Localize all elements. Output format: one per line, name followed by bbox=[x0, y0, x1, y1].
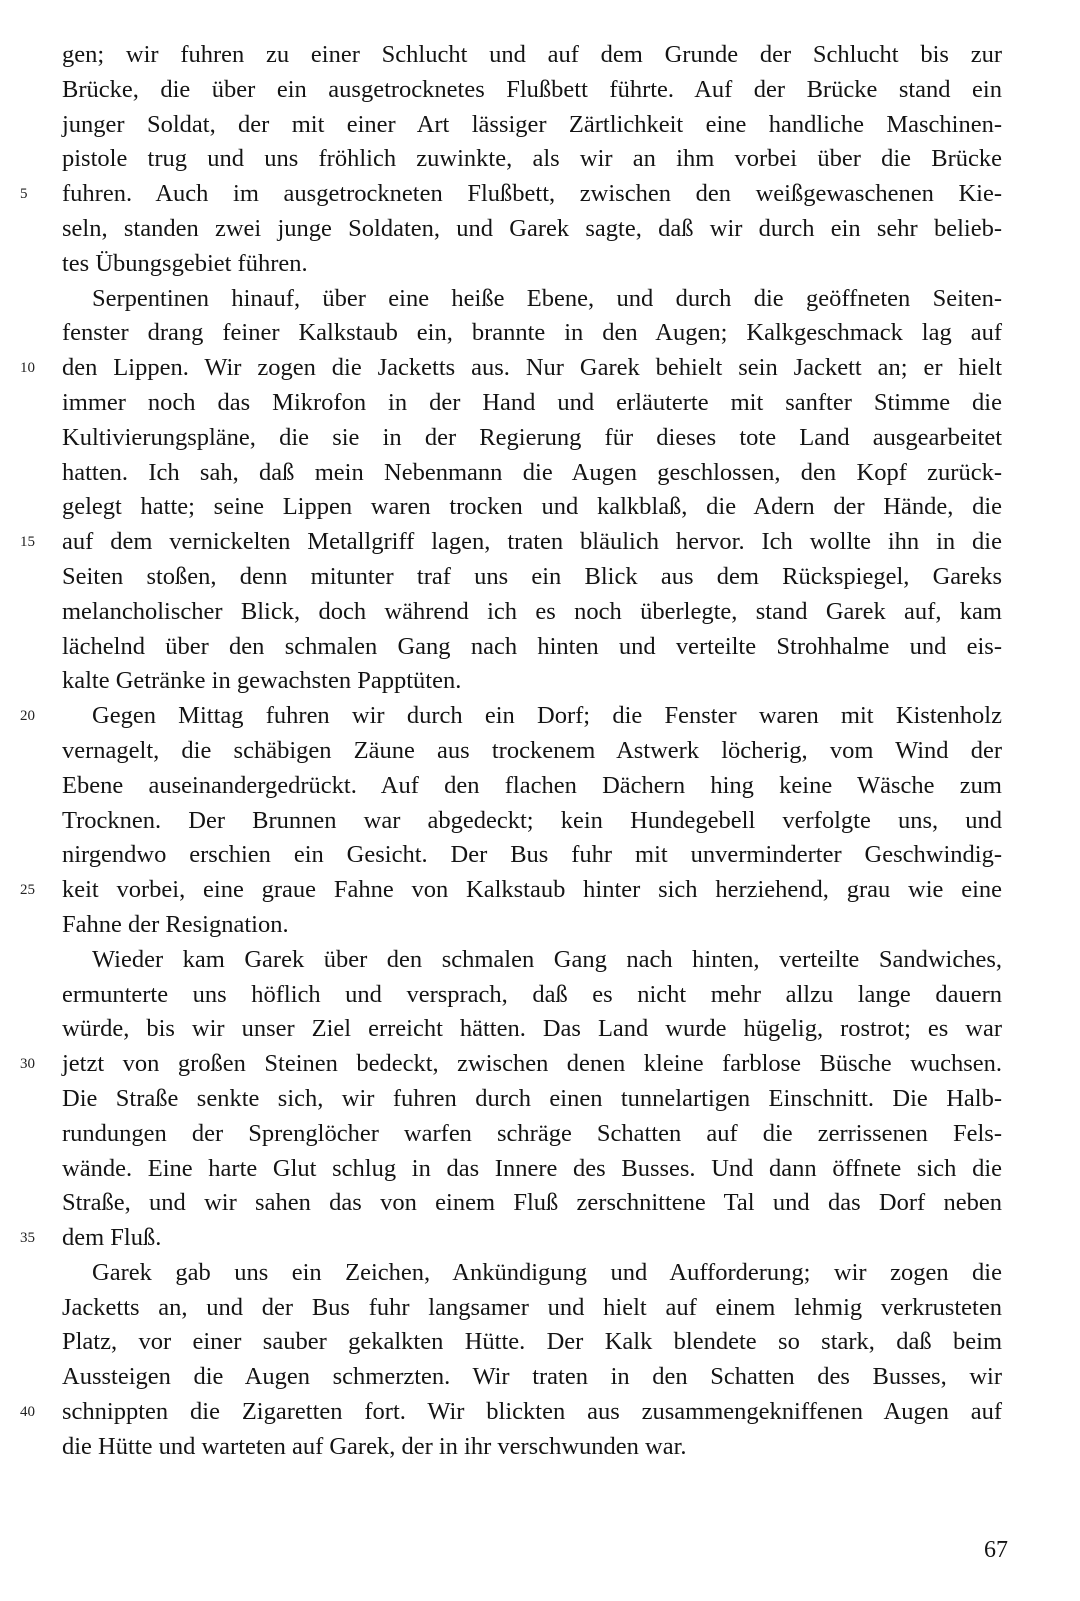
line-text: auf dem vernickelten Metallgriff lagen, traten bläulich hervor. Ich wollte ihn in die bbox=[62, 528, 1002, 556]
line-text: Wieder kam Garek über den schmalen Gang nach hinten, verteilte Sandwiches, bbox=[92, 945, 1002, 973]
text-line bbox=[62, 908, 1018, 943]
text-line bbox=[20, 1221, 1018, 1256]
line-text: melancholischer Blick, doch während ich es noch überlegte, stand Garek auf, kam bbox=[62, 597, 1002, 625]
line-text: Gegen Mittag fuhren wir durch ein Dorf; die Fenster waren mit Kistenholz bbox=[92, 702, 1002, 730]
text-line bbox=[62, 456, 1018, 491]
text-line bbox=[62, 108, 1018, 143]
line-text: fuhren. Auch im ausgetrockneten Flußbett, zwischen den weißgewaschenen Kie- bbox=[62, 180, 1002, 208]
line-text: Serpentinen hinauf, über eine heiße Ebene, und durch die geöffneten Seiten- bbox=[92, 284, 1002, 312]
line-text: Die Straße senkte sich, wir fuhren durch einen tunnelartigen Einschnitt. Die Halb- bbox=[62, 1084, 1002, 1112]
text-line bbox=[62, 316, 1018, 351]
text-line bbox=[20, 1047, 1018, 1082]
text-line bbox=[62, 595, 1018, 630]
line-text: die Hütte und warteten auf Garek, der in ihr verschwunden war. bbox=[62, 1432, 687, 1460]
line-text: Jacketts an, und der Bus fuhr langsamer und hielt auf einem lehmig verkrusteten bbox=[62, 1293, 1002, 1321]
line-text: Aussteigen die Augen schmerzten. Wir traten in den Schatten des Busses, wir bbox=[62, 1363, 1002, 1391]
text-line bbox=[62, 1082, 1018, 1117]
text-line bbox=[62, 1360, 1018, 1395]
text-line bbox=[62, 978, 1018, 1013]
text-line bbox=[62, 630, 1018, 665]
text-line bbox=[62, 734, 1018, 769]
line-number: 5 bbox=[20, 186, 28, 203]
line-number: 40 bbox=[20, 1404, 35, 1421]
text-line bbox=[62, 1152, 1018, 1187]
text-line bbox=[62, 943, 1018, 978]
text-line bbox=[62, 1012, 1018, 1047]
text-line bbox=[62, 1430, 1018, 1465]
text-line bbox=[62, 490, 1018, 525]
line-text: Kultivierungspläne, die sie in der Regierung für dieses tote Land ausgearbeitet bbox=[62, 423, 1002, 451]
line-text: Seiten stoßen, denn mitunter traf uns ein Blick aus dem Rückspiegel, Gareks bbox=[62, 562, 1002, 590]
line-text: gen; wir fuhren zu einer Schlucht und auf dem Grunde der Schlucht bis zur bbox=[62, 41, 1002, 68]
text-line bbox=[62, 1256, 1018, 1291]
text-line bbox=[62, 247, 1018, 282]
line-text: immer noch das Mikrofon in der Hand und erläuterte mit sanfter Stimme die bbox=[62, 388, 1002, 416]
text-line bbox=[62, 1325, 1018, 1360]
text-line bbox=[62, 1291, 1018, 1326]
page-number: 67 bbox=[984, 1537, 1008, 1563]
line-text: jetzt von großen Steinen bedeckt, zwischen denen kleine farblose Büsche wuchsen. bbox=[62, 1050, 1002, 1078]
line-text: vernagelt, die schäbigen Zäune aus trockenem Astwerk löcherig, vom Wind der bbox=[62, 736, 1002, 764]
line-text: Platz, vor einer sauber gekalkten Hütte. Der Kalk blendete so stark, daß beim bbox=[62, 1328, 1002, 1356]
line-number: 25 bbox=[20, 882, 35, 899]
text-line bbox=[20, 525, 1018, 560]
text-line bbox=[62, 212, 1018, 247]
text-line bbox=[20, 351, 1018, 386]
text-line bbox=[62, 804, 1018, 839]
text-line bbox=[62, 73, 1018, 108]
line-text: Ebene auseinandergedrückt. Auf den flachen Dächern hing keine Wäsche zum bbox=[62, 771, 1002, 799]
line-text: ermunterte uns höflich und versprach, daß es nicht mehr allzu lange dauern bbox=[62, 980, 1002, 1008]
line-text: seln, standen zwei junge Soldaten, und Garek sagte, daß wir durch ein sehr belieb- bbox=[62, 214, 1002, 242]
text-line bbox=[62, 1117, 1018, 1152]
body-text bbox=[20, 38, 1018, 1465]
line-text: kalte Getränke in gewachsten Papptüten. bbox=[62, 667, 462, 695]
line-text: gelegt hatte; seine Lippen waren trocken und kalkblaß, die Adern der Hände, die bbox=[62, 493, 1002, 521]
line-text: lächelnd über den schmalen Gang nach hinten und verteilte Strohhalme und eis- bbox=[62, 632, 1002, 660]
text-line bbox=[62, 838, 1018, 873]
text-line bbox=[62, 386, 1018, 421]
line-text: dem Fluß. bbox=[62, 1224, 162, 1252]
line-number: 10 bbox=[20, 360, 35, 377]
text-line bbox=[62, 664, 1018, 699]
line-text: hatten. Ich sah, daß mein Nebenmann die Augen geschlossen, den Kopf zurück- bbox=[62, 458, 1002, 486]
line-text: pistole trug und uns fröhlich zuwinkte, als wir an ihm vorbei über die Brücke bbox=[62, 145, 1002, 173]
line-text: Fahne der Resignation. bbox=[62, 910, 289, 938]
line-text: schnippten die Zigaretten fort. Wir blickten aus zusammengekniffenen Augen auf bbox=[62, 1398, 1002, 1426]
text-line bbox=[62, 38, 1018, 73]
text-line bbox=[20, 873, 1018, 908]
line-number: 35 bbox=[20, 1230, 35, 1247]
text-line bbox=[20, 699, 1018, 734]
line-text: tes Übungsgebiet führen. bbox=[62, 249, 308, 277]
text-line bbox=[20, 1395, 1018, 1430]
text-line bbox=[62, 421, 1018, 456]
line-text: rundungen der Sprenglöcher warfen schräge Schatten auf die zerrissenen Fels- bbox=[62, 1119, 1002, 1147]
line-number: 30 bbox=[20, 1056, 35, 1073]
line-text: Trocknen. Der Brunnen war abgedeckt; kein Hundegebell verfolgte uns, und bbox=[62, 806, 1002, 834]
text-line bbox=[62, 282, 1018, 317]
line-text: wände. Eine harte Glut schlug in das Innere des Busses. Und dann öffnete sich die bbox=[62, 1154, 1002, 1182]
text-line bbox=[62, 1186, 1018, 1221]
line-text: keit vorbei, eine graue Fahne von Kalkstaub hinter sich herziehend, grau wie eine bbox=[62, 876, 1002, 904]
line-number: 15 bbox=[20, 534, 35, 551]
line-text: Brücke, die über ein ausgetrocknetes Flußbett führte. Auf der Brücke stand ein bbox=[62, 75, 1002, 103]
text-line bbox=[20, 177, 1018, 212]
text-line bbox=[62, 769, 1018, 804]
text-line bbox=[62, 142, 1018, 177]
line-text: würde, bis wir unser Ziel erreicht hätten. Das Land wurde hügelig, rostrot; es war bbox=[62, 1015, 1002, 1043]
text-line bbox=[62, 560, 1018, 595]
line-text: junger Soldat, der mit einer Art lässiger Zärtlichkeit eine handliche Maschinen- bbox=[62, 110, 1002, 138]
line-text: den Lippen. Wir zogen die Jacketts aus. Nur Garek behielt sein Jackett an; er hielt bbox=[62, 354, 1002, 382]
line-text: Straße, und wir sahen das von einem Fluß zerschnittene Tal und das Dorf neben bbox=[62, 1189, 1002, 1217]
line-text: nirgendwo erschien ein Gesicht. Der Bus fuhr mit unverminderter Geschwindig- bbox=[62, 841, 1002, 869]
line-text: Garek gab uns ein Zeichen, Ankündigung und Aufforderung; wir zogen die bbox=[92, 1258, 1002, 1286]
line-text: fenster drang feiner Kalkstaub ein, brannte in den Augen; Kalkgeschmack lag auf bbox=[62, 319, 1002, 347]
line-number: 20 bbox=[20, 708, 35, 725]
